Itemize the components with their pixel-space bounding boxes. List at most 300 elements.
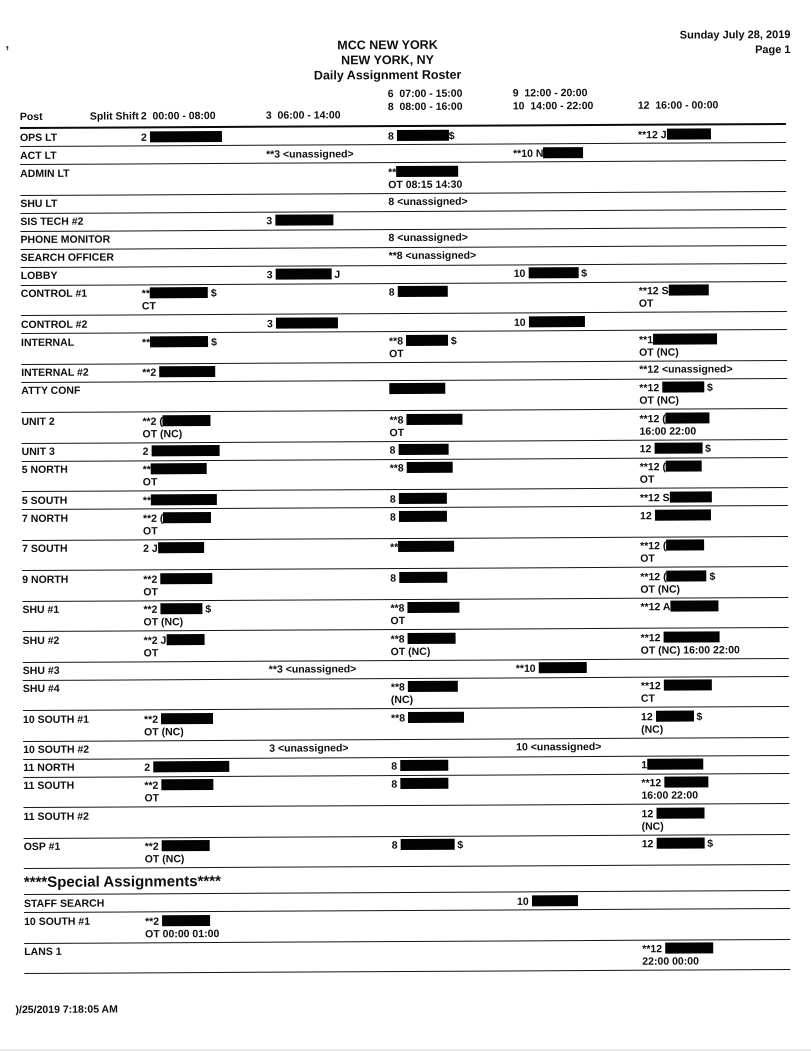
col-header-shift-3: [266, 109, 388, 123]
shift-cell-3: [267, 250, 389, 264]
shift-cell-3: [269, 778, 391, 804]
assignment-text: **10: [515, 662, 539, 675]
assignment-text: **8: [389, 334, 407, 348]
assignment-text: **2: [143, 713, 161, 726]
post-name: SHU LT: [20, 197, 58, 211]
redacted-name: [656, 837, 704, 848]
shift-cell-10: [514, 267, 639, 281]
redacted-name: [162, 915, 210, 926]
shift-cell-12: [638, 146, 786, 160]
shift-cell-12: [641, 709, 789, 735]
shift-cell-8: [392, 838, 517, 864]
redacted-name: [408, 681, 458, 692]
redacted-name: [163, 512, 211, 523]
redacted-name: [400, 778, 448, 789]
assignment-text: OT: [389, 347, 404, 360]
redacted-name: [275, 214, 333, 225]
redacted-name: [161, 779, 213, 790]
shift-cell-12: [641, 806, 789, 832]
assignment-text: OT 00:00 01:00: [145, 927, 220, 940]
shift-cell-10: [515, 601, 640, 627]
shift-cell-3: [266, 148, 388, 162]
shift-cell-10: [516, 759, 641, 773]
shift-cell-12: [642, 911, 790, 937]
redacted-name: [406, 413, 462, 424]
shift-cell-12: [639, 284, 787, 310]
report-date: Sunday July 28, 2019: [679, 28, 791, 42]
assignment-text: OT: [143, 646, 159, 659]
assignment-text: **: [142, 494, 152, 507]
redacted-name: [158, 542, 204, 553]
shift-cell-10: [513, 231, 638, 245]
redacted-name: [398, 444, 448, 455]
shift-cell-12: [640, 569, 788, 595]
redacted-name: [669, 284, 709, 295]
shift-cell-2: [142, 384, 267, 410]
redacted-name: [389, 383, 445, 394]
shift-cell-3: [269, 633, 391, 659]
post-name: CONTROL #2: [20, 318, 88, 331]
shift-cell-8: [390, 571, 515, 597]
col-header-shift-12: [638, 99, 786, 121]
table-row: [21, 282, 787, 317]
shift-cell-3: [269, 760, 391, 774]
redacted-name: [408, 711, 464, 722]
table-row: [21, 409, 787, 444]
shift-cell-8: [388, 147, 513, 161]
table-row: [22, 506, 788, 541]
redacted-name: [528, 267, 578, 278]
assignment-text: **2: [142, 366, 160, 379]
redacted-name: [399, 492, 447, 503]
shift-cell-8: [389, 285, 514, 311]
redacted-name: [163, 415, 211, 426]
assignment-text: **12 (: [640, 570, 667, 583]
post-name: PHONE MONITOR: [20, 233, 111, 247]
redacted-name: [161, 713, 213, 724]
redacted-name: [664, 776, 708, 787]
shift-cell-3: [270, 914, 392, 940]
shift-cell-8: [389, 413, 514, 439]
shift-cell-2: [141, 215, 266, 229]
col-header-post-group: [20, 110, 141, 124]
assignment-text: **12 S: [638, 285, 669, 298]
redacted-name: [408, 632, 456, 643]
assignment-text: 12: [640, 710, 656, 723]
shift-12-times: 12 16:00 - 00:00: [637, 99, 719, 112]
shift-cell-3: [268, 602, 390, 628]
shift-cell-3: [267, 286, 389, 312]
shift-cell-8: [389, 364, 514, 378]
shift-cell-2: [143, 493, 268, 507]
assignment-text: 3: [266, 269, 276, 282]
col-header-shift-2: [141, 110, 266, 124]
shift-cell-2: [144, 779, 269, 805]
assignment-text: **12 S: [639, 491, 670, 504]
shift-cell-10: [515, 540, 640, 566]
col-header-split-shift: Split Shift: [89, 110, 139, 123]
redacted-name: [670, 491, 712, 502]
shift-cell-3: [267, 268, 389, 282]
assignment-text: 8: [390, 572, 400, 585]
redacted-name: [670, 600, 718, 611]
shift-cell-3: [267, 414, 389, 440]
shift-3-times: 3 06:00 - 14:00: [265, 109, 341, 122]
shift-cell-8: [388, 213, 513, 227]
redacted-name: [532, 895, 578, 906]
shift-cell-10: [515, 570, 640, 596]
table-row: [22, 536, 788, 571]
shift-cell-3: [268, 572, 390, 598]
shift-cell-12: [641, 679, 789, 705]
redacted-name: [666, 539, 704, 550]
redacted-name: [159, 366, 215, 377]
redacted-name: [666, 460, 702, 471]
assignment-text: **8: [390, 681, 408, 694]
redacted-name: [400, 839, 454, 850]
shift-cell-2: [144, 743, 269, 757]
shift-cell-3: [269, 712, 391, 738]
assignment-text: **8: [390, 602, 408, 615]
shift-cell-12: [638, 194, 786, 208]
post-name: 11 NORTH: [23, 761, 75, 775]
assignment-text: (NC): [390, 693, 414, 707]
shift-cell-8: [390, 443, 515, 457]
assignment-text: 3: [266, 317, 276, 330]
assignment-text: **8: [390, 632, 408, 646]
shift-cell-10: [515, 461, 640, 487]
shift-cell-3: [267, 383, 389, 409]
post-name: 10 SOUTH #2: [23, 743, 90, 757]
assignment-text: 2 J: [143, 542, 158, 555]
shift-cell-2: [144, 712, 269, 738]
report-title-block: [0, 36, 778, 85]
shift-cell-3: [266, 196, 388, 210]
shift-cell-12: [641, 661, 789, 675]
shift-cell-8: [389, 316, 514, 330]
assignment-text: 12: [641, 807, 657, 820]
assignment-text: 8: [389, 444, 399, 457]
shift-cell-8: [389, 334, 514, 360]
assignment-text: **: [142, 336, 151, 349]
post-name: UNIT 3: [21, 445, 55, 459]
shift-cell-8: [391, 759, 516, 773]
table-row: [20, 161, 786, 196]
shift-cell-2: [145, 914, 270, 940]
assignment-text: 2: [142, 445, 152, 458]
table-header-row: [20, 86, 786, 129]
assignment-text: CT: [640, 692, 655, 705]
shift-cell-8: [392, 895, 517, 909]
assignment-text: 1: [641, 759, 648, 772]
shift-cell-12: [641, 630, 789, 656]
shift-cell-12: [638, 230, 786, 244]
redacted-name: [529, 316, 585, 327]
roster-table: [20, 86, 791, 974]
shift-cell-8: [389, 249, 514, 263]
shift-cell-8: [392, 913, 517, 939]
shift-cell-8: [388, 195, 513, 209]
redacted-name: [667, 570, 707, 581]
shift-cell-10: [515, 491, 640, 505]
shift-cell-10: [516, 680, 641, 706]
post-name: INTERNAL: [21, 336, 75, 349]
assignment-text: 8: [388, 286, 398, 299]
assignment-text: $: [704, 837, 714, 850]
shift-cell-3: [268, 511, 390, 537]
assignment-text: **12 (: [640, 540, 667, 553]
assignment-text: 16:00 22:00: [641, 789, 699, 802]
shift-cell-2: [143, 463, 268, 489]
shift-cell-8: [390, 492, 515, 506]
shift-cell-10: [516, 807, 641, 833]
assignment-text: **2: [144, 840, 162, 853]
redacted-name: [160, 603, 202, 614]
post-name: 11 SOUTH #2: [23, 810, 89, 823]
shift-cell-8: [390, 540, 515, 566]
post-name: SHU #4: [22, 682, 60, 696]
assignment-text: 8: [389, 493, 399, 506]
redacted-name: [399, 510, 447, 521]
shift-cell-2: [144, 664, 269, 678]
shift-cell-3: [268, 462, 390, 488]
shift-cell-10: [514, 249, 639, 263]
assignment-text: **8: [389, 462, 407, 475]
table-row: [22, 567, 788, 602]
shift-6-times: 6 07:00 - 15:00: [387, 87, 463, 101]
assignment-text: (NC): [641, 723, 664, 736]
post-name: STAFF SEARCH: [23, 897, 105, 910]
shift-cell-12: [638, 164, 786, 190]
shift-cell-2: [143, 603, 268, 629]
shift-cell-8: [390, 461, 515, 487]
facility-location: NEW YORK, NY: [341, 52, 435, 68]
table-row: [24, 909, 790, 944]
shift-cell-3: [268, 541, 390, 567]
shift-cell-8: [390, 601, 515, 627]
redacted-name: [400, 760, 448, 771]
redacted-name: [654, 442, 702, 453]
assignment-text: **12: [639, 382, 663, 395]
shift-cell-12: [639, 363, 787, 377]
assignment-text: OT (NC): [144, 725, 184, 738]
shift-cell-12: [642, 893, 790, 907]
shift-cell-10: [515, 509, 640, 535]
col-header-post: Post: [19, 110, 43, 124]
shift-cell-12: [639, 248, 787, 262]
assignment-text: $: [578, 267, 588, 280]
assignment-text: **12: [640, 631, 664, 644]
shift-cell-10: [513, 164, 638, 190]
shift-cell-10: [516, 662, 641, 676]
post-name: 10 SOUTH #1: [22, 713, 89, 726]
assignment-text: OT (NC): [390, 645, 431, 658]
assignment-text: **1: [639, 333, 654, 346]
redacted-name: [150, 287, 208, 298]
post-name: LANS 1: [24, 945, 62, 959]
assignment-text: **8 <unassigned>: [388, 249, 477, 263]
shift-cell-10: [516, 710, 641, 736]
shift-cell-2: [141, 197, 266, 211]
assignment-text: 12: [639, 509, 655, 522]
assignment-text: OT 08:15 14:30: [388, 178, 463, 191]
assignment-text: (NC): [641, 820, 664, 833]
facility-name: MCC NEW YORK: [337, 37, 438, 53]
shift-cell-10: [513, 146, 638, 160]
table-row: [23, 628, 789, 663]
assignment-text: 10: [513, 316, 529, 329]
shift-cell-12: [639, 381, 787, 407]
shift-cell-2: [143, 445, 268, 459]
shift-cell-2: [144, 633, 269, 659]
assignment-text: 12: [639, 443, 655, 456]
scan-artifact: ,: [5, 36, 10, 52]
redacted-name: [398, 541, 454, 552]
post-name: SHU #1: [22, 603, 60, 617]
post-name: 5 NORTH: [21, 463, 68, 477]
post-name: 7 SOUTH: [22, 542, 68, 556]
shift-cell-3: [270, 896, 392, 910]
assignment-text: 2: [144, 761, 154, 774]
assignment-text: **8: [389, 413, 407, 427]
special-assignment-rows: [24, 891, 790, 974]
shift-cell-10: [514, 333, 639, 359]
assignment-text: **2: [143, 603, 161, 616]
assignment-text: 22:00 00:00: [642, 955, 699, 968]
shift-cell-3: [269, 663, 391, 677]
shift-cell-3: [269, 742, 391, 756]
shift-cell-2: [145, 840, 270, 866]
post-name: 9 NORTH: [22, 573, 69, 586]
shift-cell-2: [142, 287, 267, 313]
shift-9-times: 9 12:00 - 20:00: [512, 87, 588, 100]
post-name: SIS TECH #2: [20, 215, 84, 229]
assignment-text: **: [141, 287, 151, 300]
assignment-text: **: [390, 541, 399, 554]
redacted-name: [653, 333, 717, 344]
assignment-text: 8: [391, 760, 401, 773]
shift-cell-8: [389, 382, 514, 408]
shift-cell-2: [144, 809, 269, 835]
shift-cell-10: [513, 128, 638, 142]
shift-cell-8: [388, 165, 513, 191]
shift-cell-2: [143, 572, 268, 598]
redacted-name: [150, 130, 222, 141]
shift-cell-12: [641, 758, 789, 772]
assignment-text: OT (NC): [640, 583, 681, 596]
assignment-text: OT: [389, 426, 405, 439]
table-row: [21, 378, 787, 413]
shift-cell-10: [515, 443, 640, 457]
shift-cell-8: [388, 129, 513, 143]
assignment-text: 8 <unassigned>: [388, 195, 468, 209]
roster-rows: [20, 125, 790, 869]
table-row: [21, 330, 787, 365]
assignment-text: **: [142, 463, 151, 476]
post-name: 7 NORTH: [21, 512, 69, 525]
assignment-text: **8: [390, 711, 408, 725]
shift-cell-8: [391, 680, 516, 706]
shift-cell-12: [639, 411, 787, 437]
assignment-text: 2: [140, 131, 150, 144]
shift-cell-3: [267, 317, 389, 331]
shift-cell-10: [516, 741, 641, 755]
redacted-name: [399, 571, 447, 582]
assignment-text: **12 <unassigned>: [639, 363, 733, 376]
assignment-text: OT: [144, 792, 160, 805]
post-name: SHU #2: [22, 634, 60, 647]
post-name: OPS LT: [19, 131, 58, 144]
assignment-text: **3 <unassigned>: [266, 147, 354, 161]
assignment-text: J: [331, 268, 341, 281]
post-name: INTERNAL #2: [21, 366, 89, 380]
post-name: 11 SOUTH: [23, 779, 75, 793]
assignment-text: OT (NC): [142, 427, 183, 440]
assignment-text: OT (NC): [143, 616, 184, 629]
redacted-name: [276, 317, 338, 328]
redacted-name: [656, 710, 694, 721]
assignment-text: OT (NC) 16:00 22:00: [640, 643, 740, 657]
assignment-text: OT: [638, 297, 654, 310]
assignment-text: $: [208, 335, 218, 349]
redacted-name: [160, 573, 212, 584]
table-row: [22, 457, 788, 492]
assignment-text: **12 (: [639, 461, 667, 474]
assignment-text: 10 <unassigned>: [516, 740, 602, 754]
assignment-text: OT (NC): [639, 346, 679, 359]
shift-cell-8: [392, 943, 517, 969]
shift-cell-3: [267, 365, 389, 379]
assignment-text: **12 J: [637, 128, 667, 141]
shift-cell-2: [141, 233, 266, 247]
assignment-text: **10 N: [513, 147, 544, 160]
assignment-text: CT: [141, 300, 156, 313]
redacted-name: [407, 602, 459, 613]
col-header-shift-9-10: [513, 87, 638, 122]
assignment-text: $: [454, 839, 464, 852]
shift-cell-3: [269, 809, 391, 835]
assignment-text: **12: [640, 680, 664, 693]
assignment-text: **2 (: [142, 512, 164, 525]
shift-cell-10: [513, 195, 638, 209]
shift-cell-3: [270, 839, 392, 865]
shift-cell-12: [640, 460, 788, 486]
assignment-text: **12 (: [639, 412, 666, 425]
shift-cell-2: [141, 166, 266, 192]
shift-cell-3: [268, 444, 390, 458]
assignment-text: OT (NC): [144, 853, 185, 866]
report-name: Daily Assignment Roster: [313, 67, 462, 83]
assignment-text: OT: [639, 473, 655, 486]
assignment-text: OT: [142, 476, 158, 489]
assignment-text: OT: [390, 615, 406, 628]
redacted-name: [662, 381, 704, 392]
table-row: [23, 707, 789, 742]
post-name: LOBBY: [20, 269, 58, 283]
assignment-text: **12: [641, 777, 665, 790]
shift-cell-10: [516, 631, 641, 657]
assignment-text: **2: [145, 915, 163, 928]
assignment-text: $: [704, 381, 713, 394]
redacted-name: [153, 761, 229, 772]
shift-cell-10: [516, 777, 641, 803]
shift-cell-3: [268, 493, 390, 507]
post-name: ADMIN LT: [20, 167, 70, 180]
redacted-name: [151, 445, 219, 456]
col-header-shift-6-8: [388, 87, 513, 122]
assignment-text: 8: [391, 839, 401, 852]
special-assignments-heading: ****Special Assignments****: [24, 865, 790, 895]
